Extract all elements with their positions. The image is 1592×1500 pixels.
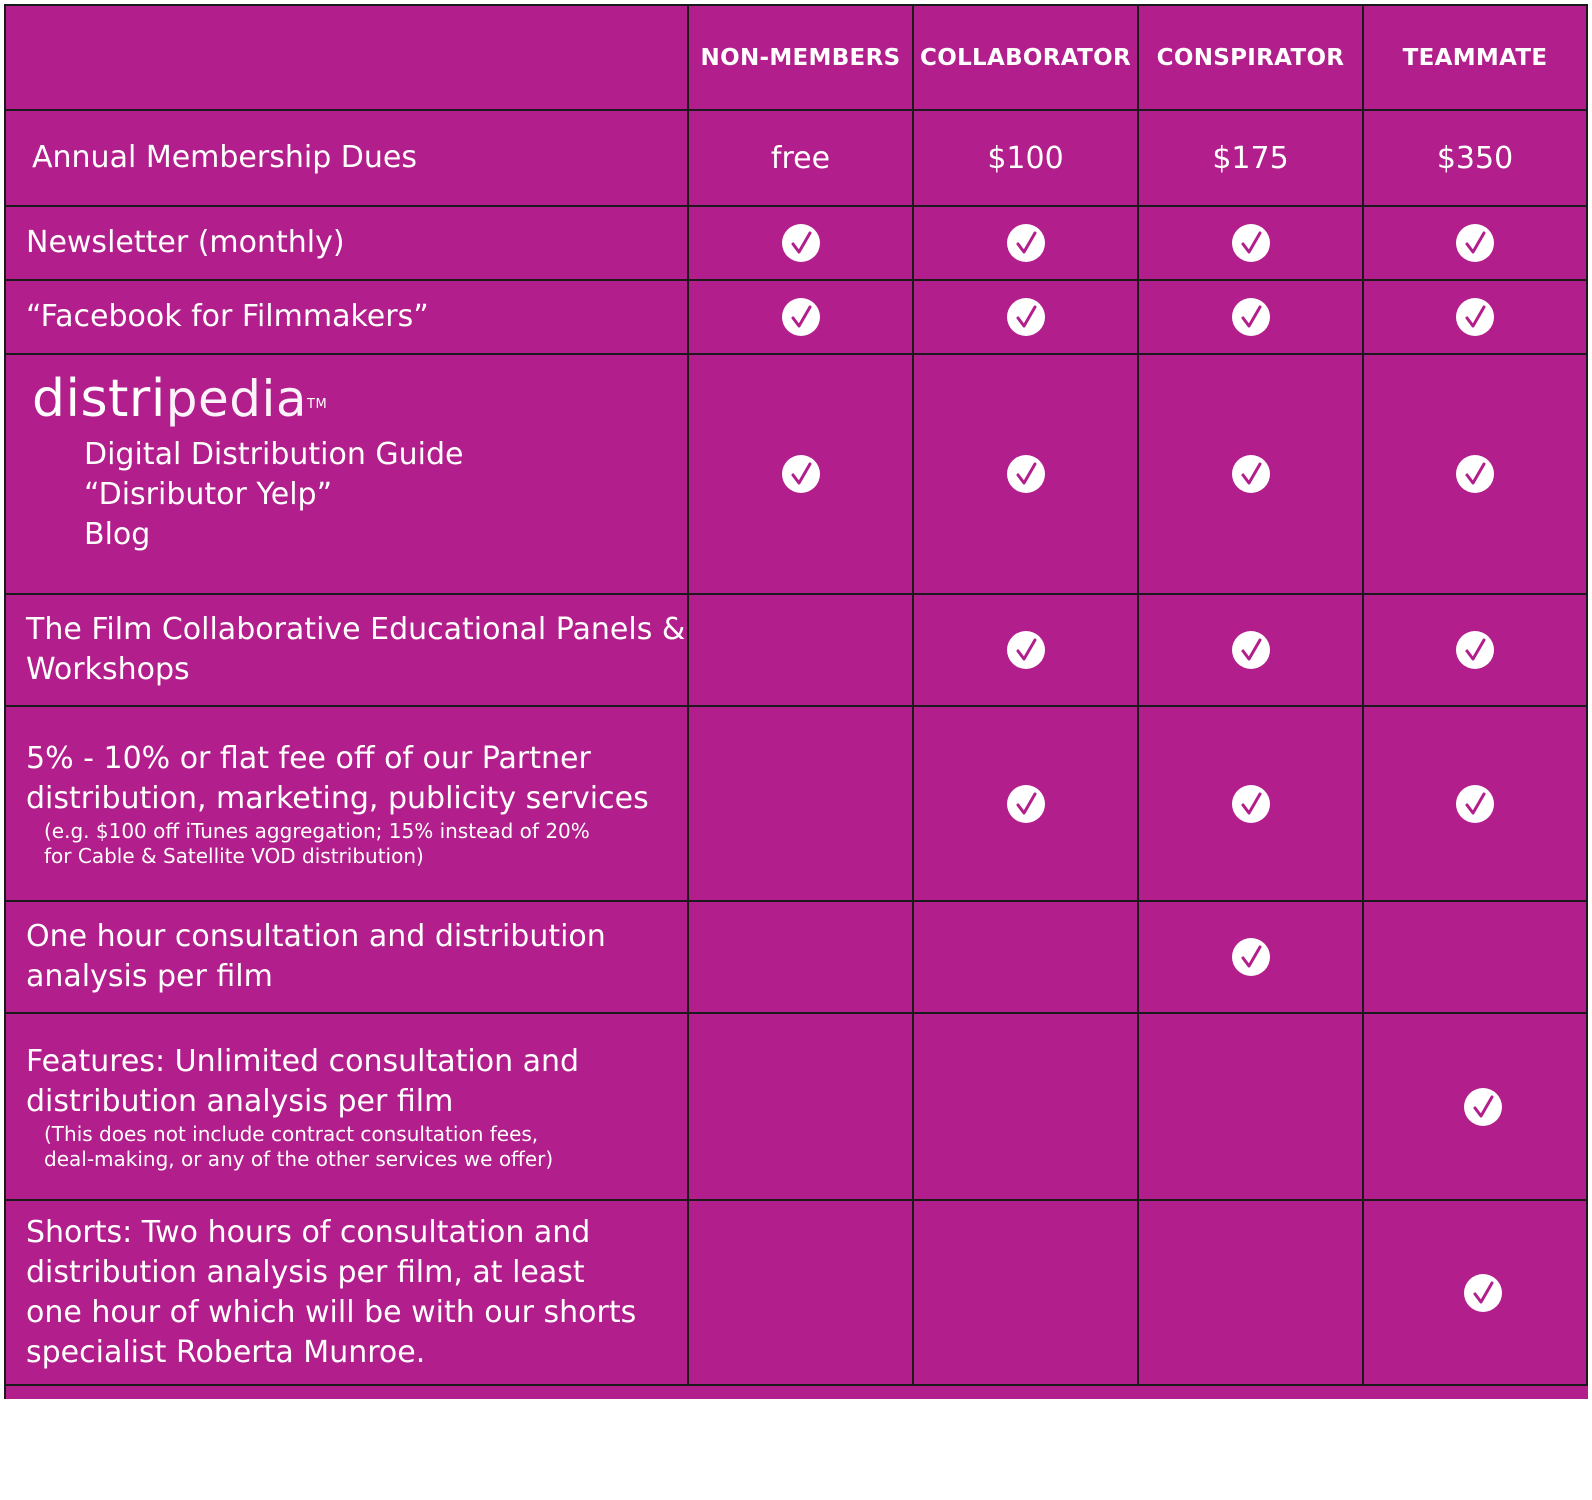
- check-cell: [1139, 207, 1364, 279]
- logo-part-distri: distri: [32, 369, 166, 429]
- check-cell: [914, 207, 1139, 279]
- checkmark-icon: [1455, 223, 1495, 263]
- checkmark-icon: [1006, 297, 1046, 337]
- check-cell: [1364, 207, 1588, 279]
- row-shorts: [6, 1201, 1588, 1386]
- distripedia-items: [6, 435, 687, 555]
- price-teammate: $350: [1364, 111, 1588, 205]
- row-label-cell: [6, 902, 689, 1012]
- checkmark-icon: [1455, 784, 1495, 824]
- membership-comparison-table: [4, 4, 1588, 1399]
- column-header-non-members: NON-MEMBERS: [689, 6, 914, 109]
- row-label-line: distribution analysis per film, at least: [26, 1254, 585, 1290]
- check-cell: [914, 281, 1139, 353]
- list-item: Digital Distribution Guide: [84, 437, 464, 472]
- row-label-line: specialist Roberta Munroe.: [26, 1334, 426, 1370]
- price-non-members: free: [689, 111, 914, 205]
- row-label: “Facebook for Filmmakers”: [26, 299, 429, 334]
- check-cell: [914, 595, 1139, 705]
- row-note-line: deal-making, or any of the other services we offer): [44, 1146, 554, 1171]
- checkmark-icon: [781, 454, 821, 494]
- check-cell: [1139, 707, 1364, 900]
- row-dues: [6, 111, 1588, 207]
- check-cell: [914, 355, 1139, 593]
- row-label-cell: [6, 707, 689, 900]
- check-cell: [1364, 281, 1588, 353]
- row-label-cell: [6, 207, 689, 279]
- row-label-line: 5% - 10% or flat fee off of our Partner: [26, 740, 591, 776]
- row-label-line: The Film Collaborative Educational Panels &: [26, 612, 686, 647]
- column-header-conspirator: CONSPIRATOR: [1139, 6, 1364, 109]
- row-newsletter: [6, 207, 1588, 281]
- row-panels: [6, 595, 1588, 707]
- check-cell: [914, 1014, 1139, 1199]
- row-label-line: Workshops: [26, 652, 190, 687]
- row-label-line: One hour consultation and distribution: [26, 919, 606, 954]
- row-label-cell: [6, 1201, 689, 1384]
- row-discount: [6, 707, 1588, 902]
- row-label-cell: [6, 1014, 689, 1199]
- checkmark-icon: [1006, 784, 1046, 824]
- check-cell: [1364, 595, 1588, 705]
- check-cell: [1364, 1201, 1588, 1384]
- check-cell: [689, 281, 914, 353]
- header-row: [6, 6, 1588, 111]
- row-label-cell: [6, 595, 689, 705]
- checkmark-icon: [1231, 937, 1271, 977]
- check-cell: [1364, 902, 1588, 1012]
- check-cell: [1139, 595, 1364, 705]
- column-header-collaborator: COLLABORATOR: [914, 6, 1139, 109]
- check-cell: [689, 355, 914, 593]
- check-cell: [914, 902, 1139, 1012]
- row-label: Newsletter (monthly): [26, 225, 345, 260]
- check-cell: [1139, 1014, 1364, 1199]
- checkmark-icon: [1463, 1273, 1503, 1313]
- check-cell: [689, 902, 914, 1012]
- row-label-line: analysis per film: [26, 959, 273, 994]
- checkmark-icon: [1231, 223, 1271, 263]
- row-label-line: distribution analysis per film: [26, 1083, 454, 1119]
- checkmark-icon: [1231, 454, 1271, 494]
- checkmark-icon: [781, 223, 821, 263]
- check-cell: [689, 595, 914, 705]
- check-cell: [1139, 281, 1364, 353]
- row-label: Annual Membership Dues: [32, 140, 417, 175]
- checkmark-icon: [1006, 223, 1046, 263]
- checkmark-icon: [1463, 1087, 1503, 1127]
- checkmark-icon: [1006, 630, 1046, 670]
- check-cell: [689, 1014, 914, 1199]
- row-label-line: one hour of which will be with our shorts: [26, 1294, 637, 1330]
- checkmark-icon: [781, 297, 821, 337]
- checkmark-icon: [1231, 297, 1271, 337]
- price-conspirator: $175: [1139, 111, 1364, 205]
- check-cell: [689, 1201, 914, 1384]
- check-cell: [1364, 707, 1588, 900]
- list-item: Blog: [84, 517, 151, 552]
- check-cell: [1139, 902, 1364, 1012]
- row-distripedia: [6, 355, 1588, 595]
- checkmark-icon: [1455, 297, 1495, 337]
- logo-part-pedia: pedia: [165, 370, 308, 428]
- check-cell: [1364, 1014, 1588, 1199]
- distripedia-logo: [6, 371, 687, 427]
- check-cell: [689, 207, 914, 279]
- row-consult: [6, 902, 1588, 1014]
- trademark-mark: TM: [307, 397, 328, 412]
- check-cell: [914, 1201, 1139, 1384]
- list-item: “Disributor Yelp”: [84, 477, 333, 512]
- checkmark-icon: [1231, 784, 1271, 824]
- checkmark-icon: [1006, 454, 1046, 494]
- row-note-line: (This does not include contract consultation fees,: [44, 1121, 539, 1146]
- check-cell: [914, 707, 1139, 900]
- row-label-cell: [6, 281, 689, 353]
- row-note-line: (e.g. $100 off iTunes aggregation; 15% instead of 20%: [44, 818, 590, 843]
- row-note-line: for Cable & Satellite VOD distribution): [44, 843, 424, 868]
- row-features: [6, 1014, 1588, 1201]
- row-label-line: Features: Unlimited consultation and: [26, 1043, 580, 1079]
- checkmark-icon: [1455, 630, 1495, 670]
- check-cell: [689, 707, 914, 900]
- row-label-cell: [6, 111, 689, 205]
- price-collaborator: $100: [914, 111, 1139, 205]
- row-facebook: [6, 281, 1588, 355]
- row-label-line: Shorts: Two hours of consultation and: [26, 1214, 591, 1250]
- row-label-cell: [6, 355, 689, 593]
- check-cell: [1364, 355, 1588, 593]
- checkmark-icon: [1455, 454, 1495, 494]
- check-cell: [1139, 1201, 1364, 1384]
- column-header-teammate: TEAMMATE: [1364, 6, 1588, 109]
- row-label-line: distribution, marketing, publicity services: [26, 780, 649, 816]
- checkmark-icon: [1231, 630, 1271, 670]
- check-cell: [1139, 355, 1364, 593]
- header-empty-cell: [6, 6, 689, 109]
